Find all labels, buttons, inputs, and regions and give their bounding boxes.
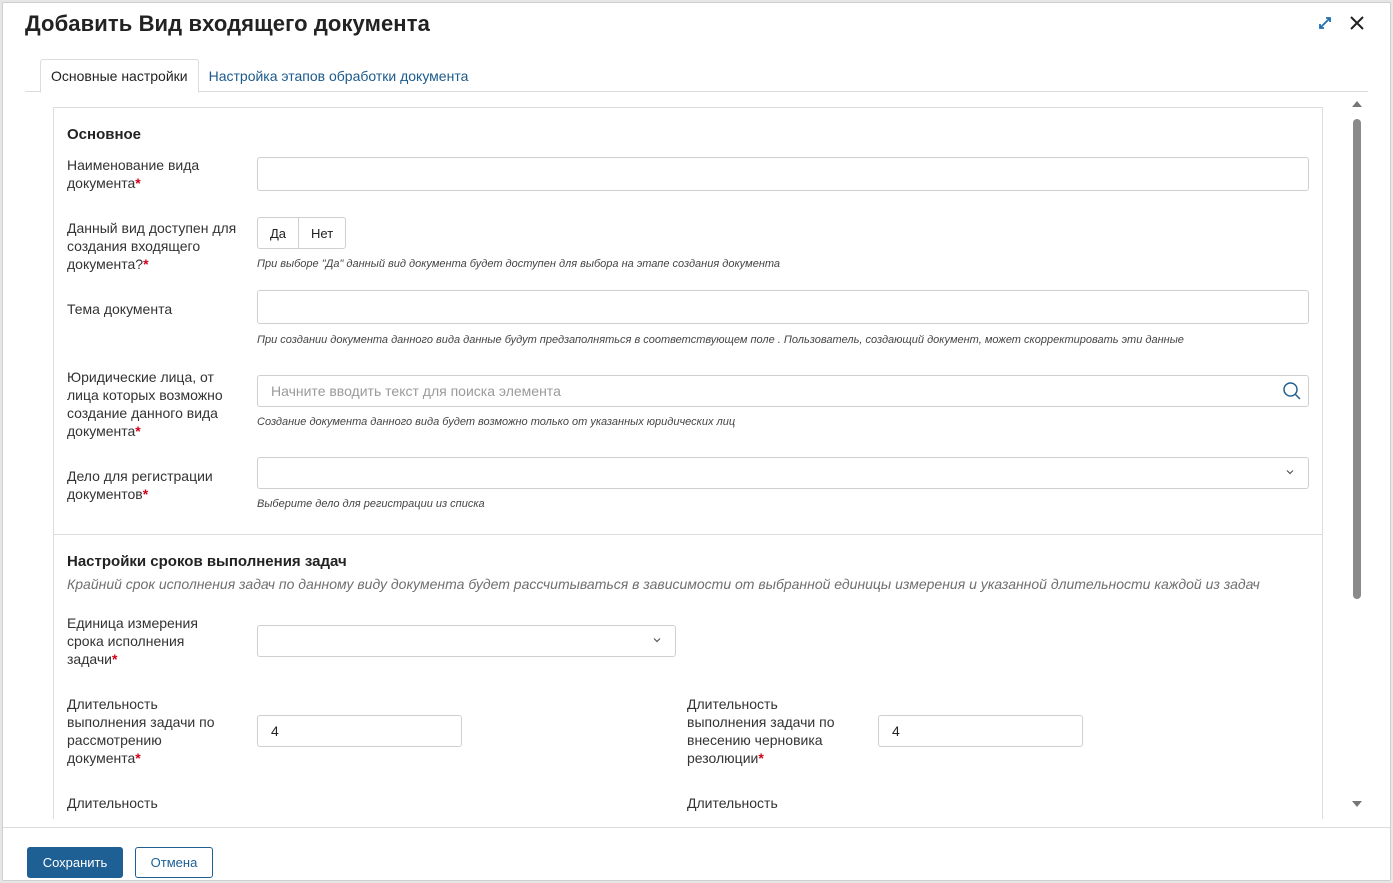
cancel-button[interactable]: Отмена <box>135 847 213 878</box>
available-no-option[interactable]: Нет <box>298 218 345 248</box>
available-hint: При выборе "Да" данный вид документа будет доступен для выбора на этапе создания документа <box>257 258 781 270</box>
draft-duration-label: Длительность выполнения задачи по внесению черновика резолюции* <box>687 696 835 766</box>
draft-duration-input[interactable] <box>878 715 1083 747</box>
tab-bar <box>25 59 1368 92</box>
deadlines-section-title: Настройки сроков выполнения задач <box>67 553 347 570</box>
scroll-up-icon[interactable] <box>1351 99 1363 109</box>
legal-entities-search-input[interactable] <box>257 375 1309 407</box>
chevron-down-icon <box>1285 467 1295 477</box>
unit-select[interactable] <box>257 625 676 657</box>
topic-input[interactable] <box>257 290 1309 324</box>
basic-section-title: Основное <box>67 126 142 143</box>
search-icon[interactable] <box>1282 381 1302 401</box>
case-label: Дело для регистрации документов* <box>67 468 213 502</box>
form-panel <box>53 107 1323 819</box>
form-scroll-area <box>25 99 1368 819</box>
expand-icon[interactable] <box>1314 12 1336 34</box>
next-duration-label-right: Длительность <box>687 795 778 811</box>
case-select[interactable] <box>257 457 1309 489</box>
close-icon[interactable] <box>1346 12 1368 34</box>
scroll-down-icon[interactable] <box>1351 799 1363 809</box>
legal-entities-hint: Создание документа данного вида будет возможно только от указанных юридических лиц <box>257 416 736 428</box>
next-duration-label-left: Длительность <box>67 795 158 811</box>
section-divider <box>54 534 1322 535</box>
tab-processing-stages[interactable]: Настройка этапов обработки документа <box>208 67 469 84</box>
add-document-type-modal <box>2 2 1391 881</box>
legal-entities-label: Юридические лица, от лица которых возможно создание данного вида документа* <box>67 369 223 439</box>
available-yes-option[interactable]: Да <box>270 225 287 241</box>
name-label: Наименование вида документа* <box>67 157 200 191</box>
deadlines-section-subtitle: Крайний срок исполнения задач по данному виду документа будет рассчитываться в зависимости от выбранной единицы измерения и указанной длительности каждой из задач <box>67 576 1260 592</box>
tab-basic-settings[interactable]: Основные настройки <box>40 59 199 93</box>
modal-title: Добавить Вид входящего документа <box>25 11 430 36</box>
modal-footer <box>3 827 1391 881</box>
topic-hint: При создании документа данного вида данные будут предзаполняться в соответствующем поле . Пользователь, создающий документ, может скорректировать эти данные <box>257 334 1184 346</box>
save-button[interactable]: Сохранить <box>27 847 123 878</box>
unit-label: Единица измерения срока исполнения задачи* <box>67 615 198 667</box>
available-toggle <box>257 217 346 249</box>
vertical-scrollbar[interactable] <box>1349 99 1365 811</box>
chevron-down-icon <box>652 635 662 645</box>
name-input[interactable] <box>257 157 1309 191</box>
review-duration-label: Длительность выполнения задачи по рассмотрению документа* <box>67 696 215 766</box>
review-duration-input[interactable] <box>257 715 462 747</box>
header-actions <box>1314 12 1368 34</box>
topic-label: Тема документа <box>67 301 173 317</box>
case-hint: Выберите дело для регистрации из списка <box>257 498 485 510</box>
scrollbar-thumb[interactable] <box>1353 119 1361 599</box>
available-label: Данный вид доступен для создания входящего документа?* <box>67 220 237 272</box>
